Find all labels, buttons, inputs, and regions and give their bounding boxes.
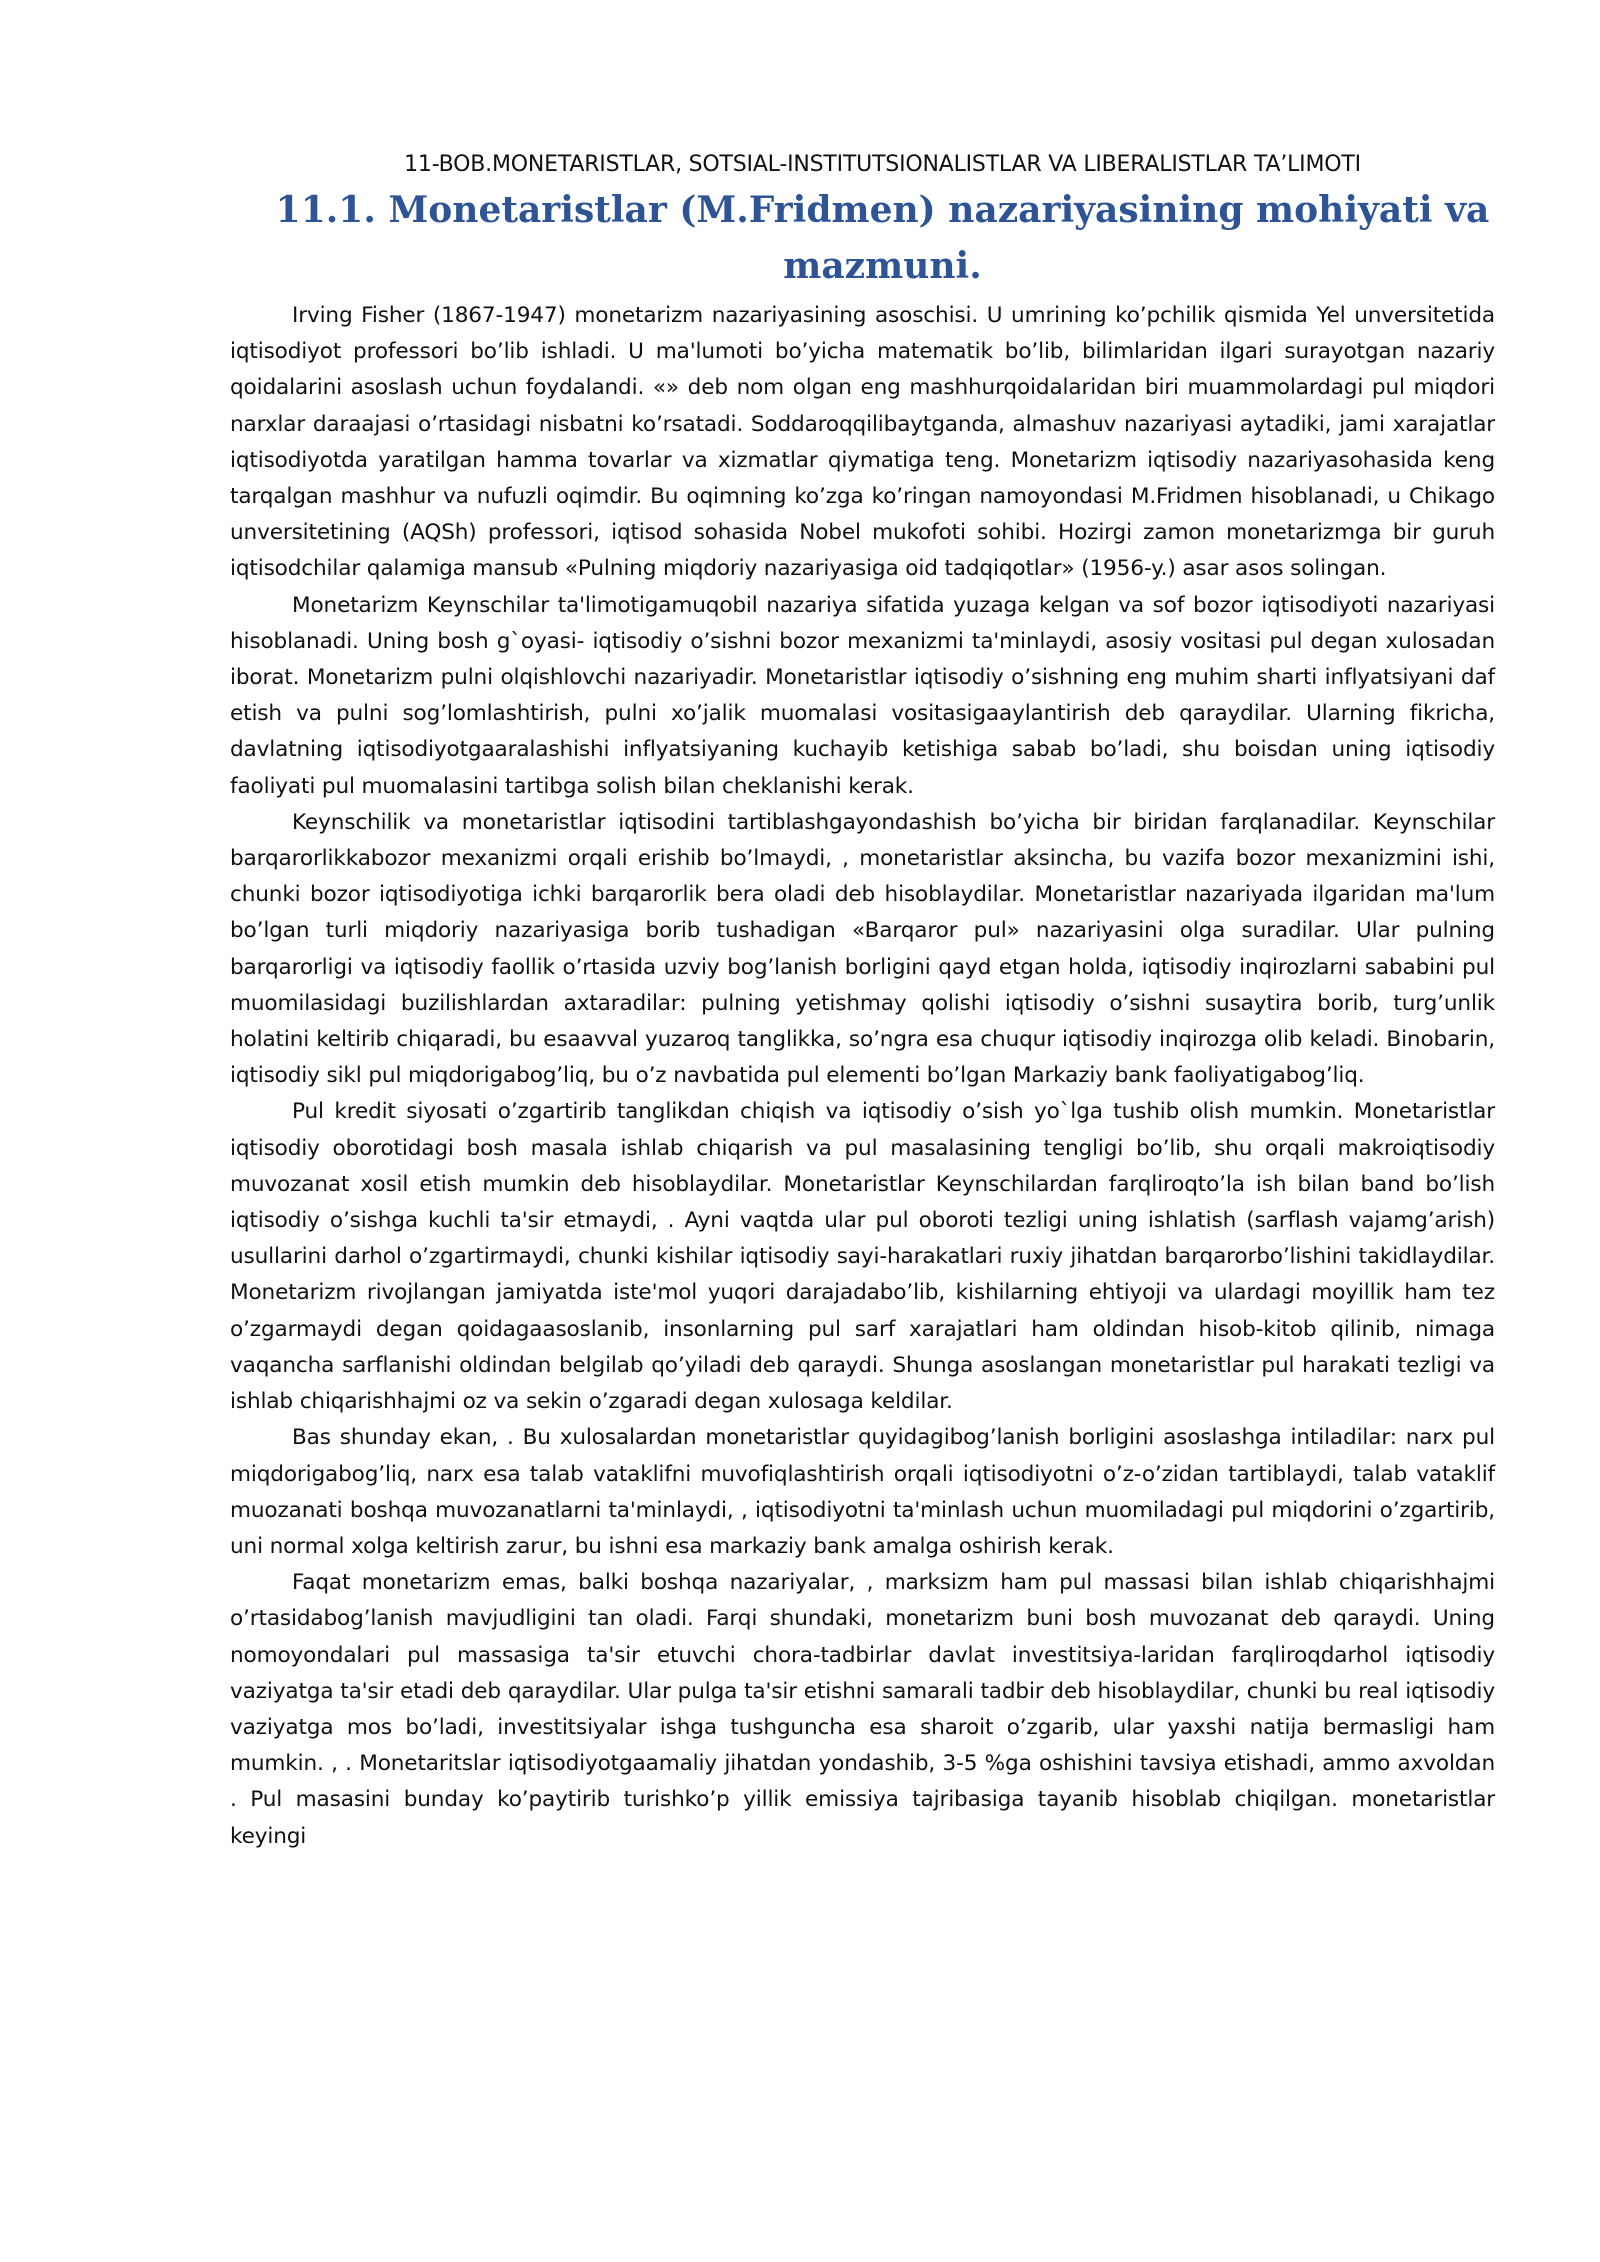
paragraph-6: Faqat monetarizm emas, balki boshqa nazariyalar, , marksizm ham pul massasi bilan ishlab chiqarishhajmi o’rtasidabog’lanish mavjudligini tan oladi. Farqi shundaki, monetarizm buni bosh muvozanat deb qaraydi. Uning nomoyondalari pul massasiga ta'sir etuvchi chora-tadbirlar davlat investitsiya-laridan farqliroqdarhol iqtisodiy vaziyatga ta'sir etadi deb qaraydilar. Ular pulga ta'sir etishni samarali tadbir deb hisoblaydilar, chunki bu real iqtisodiy vaziyatga mos bo’ladi, investitsiyalar ishga tushguncha esa sharoit o’zgarib, ular yaxshi natija bermasligi ham mumkin. , . Monetaritslar iqtisodiyotgaamaliy jihatdan yondashib, 3-5 %ga oshishini tavsiya etishadi, ammo axvoldan . Pul masasini bunday ko’paytirib turishko’p yillik emissiya tajribasiga tayanib hisoblab chiqilgan. monetaristlar keyingi [230, 1570, 1495, 1849]
paragraph-3: Keynschilik va monetaristlar iqtisodini tartiblashgayondashish bo’yicha bir biridan farqlanadilar. Keynschilar barqarorlikkabozor mexanizmi orqali erishib bo’lmaydi, , monetaristlar aksincha, bu vazifa bozor mexanizmini ishi, chunki bozor iqtisodiyotiga ichki barqarorlik bera oladi deb hisoblaydilar. Monetaristlar nazariyada ilgaridan ma'lum bo’lgan turli miqdoriy nazariyasiga borib tushadigan «Barqaror pul» nazariyasini olga suradilar. Ular pulning barqarorligi va iqtisodiy faollik o’rtasida uzviy bog’lanish borligini qayd etgan holda, iqtisodiy inqirozlarni sababini pul muomilasidagi buzilishlardan axtaradilar: pulning yetishmay qolishi iqtisodiy o’sishni susaytira borib, turg’unlik holatini keltirib chiqaradi, bu esaavval yuzaroq tanglikka, so’ngra esa chuqur iqtisodiy inqirozga olib keladi. Binobarin, iqtisodiy sikl pul miqdorigabog’liq, bu o’z navbatida pul elementi bo’lgan Markaziy bank faoliyatigabog’liq. [230, 809, 1495, 1089]
paragraph-4: Pul kredit siyosati o’zgartirib tanglikdan chiqish va iqtisodiy o’sish yo`lga tushib olish mumkin. Monetaristlar iqtisodiy oborotidagi bosh masala ishlab chiqarish va pul masalasining tengligi bo’lib, shu orqali makroiqtisodiy muvozanat xosil etish mumkin deb hisoblaydilar. Monetaristlar Keynschilardan farqliroqto’la ish bilan band bo’lish iqtisodiy o’sishga kuchli ta'sir etmaydi, . Ayni vaqtda ular pul oboroti tezligi uning ishlatish (sarflash vajamg’arish) usullarini darhol o’zgartirmaydi, chunki kishilar iqtisodiy sayi-harakatlari ruxiy jihatdan barqarorbo’lishini takidlaydilar. Monetarizm rivojlangan jamiyatda iste'mol yuqori darajadabo’lib, kishilarning ehtiyoji va ulardagi moyillik ham tez o’zgarmaydi degan qoidagaasoslanib, insonlarning pul sarf xarajatlari ham oldindan hisob-kitob qilinib, nimaga vaqancha sarflanishi oldindan belgilab qo’yiladi deb qaraydi. Shunga asoslangan monetaristlar pul harakati tezligi va ishlab chiqarishhajmi oz va sekin o’zgaradi degan xulosaga keldilar. [230, 1099, 1495, 1415]
paragraph-5: Bas shunday ekan, . Bu xulosalardan monetaristlar quyidagibog’lanish borligini asoslashga intiladilar: narx pul miqdorigabog’liq, narx esa talab vataklifni muvofiqlashtirish orqali iqtisodiyotni o’z-o’zidan tartiblaydi, talab vataklif muozanati boshqa muvozanatlarni ta'minlaydi, , iqtisodiyotni ta'minlash uchun muomiladagi pul miqdorini o’zgartirib, uni normal xolga keltirish zarur, bu ishni esa markaziy bank amalga oshirish kerak. [230, 1425, 1495, 1559]
paragraph-2: Monetarizm Keynschilar ta'limotigamuqobil nazariya sifatida yuzaga kelgan va sof bozor iqtisodiyoti nazariyasi hisoblanadi. Uning bosh g`oyasi- iqtisodiy o’sishni bozor mexanizmi ta'minlaydi, asosiy vositasi pul degan xulosadan iborat. Monetarizm pulni olqishlovchi nazariyadir. Monetaristlar iqtisodiy o’sishning eng muhim sharti inflyatsiyani daf etish va pulni sog’lomlashtirish, pulni xo’jalik muomalasi vositasigaaylantirish deb qaraydilar. Ularning fikricha, davlatning iqtisodiyotgaaralashishi inflyatsiyaning kuchayib ketishiga sabab bo’ladi, shu boisdan uning iqtisodiy faoliyati pul muomalasini tartibga solish bilan cheklanishi kerak. [230, 592, 1495, 799]
paragraph-1: Irving Fisher (1867-1947) monetarizm nazariyasining asoschisi. U umrining ko’pchilik qismida Yel unversitetida iqtisodiyot professori bo’lib ishladi. U ma'lumoti bo’yicha matematik bo’lib, bilimlaridan ilgari surayotgan nazariy qoidalarini asoslash uchun foydalandi. «» deb nom olgan eng mashhurqoidalaridan biri muammolardagi pul miqdori narxlar daraajasi o’rtasidagi nisbatni ko’rsatadi. Soddaroqqilibaytganda, almashuv nazariyasi aytadiki, jami xarajatlar iqtisodiyotda yaratilgan hamma tovarlar va xizmatlar qiymatiga teng. Monetarizm iqtisodiy nazariyasohasida keng tarqalgan mashhur va nufuzli oqimdir. Bu oqimning ko’zga ko’ringan namoyondasi M.Fridmen hisoblanadi, u Chikago unversitetining (AQSh) professori, iqtisod sohasida Nobel mukofoti sohibi. Hozirgi zamon monetarizmga bir guruh iqtisodchilar qalamiga mansub «Pulning miqdoriy nazariyasiga oid tadqiqotlar» (1956-y.) asar asos solingan. [230, 303, 1495, 582]
section-title: 11.1. Monetaristlar (M.Fridmen) nazariyasining mohiyati va mazmuni. [275, 189, 1490, 287]
document-page [230, 150, 1495, 1855]
chapter-heading: 11-BOB.MONETARISTLAR, SOTSIAL-INSTITUTSIONALISTLAR VA LIBERALISTLAR TA’LIMOTI [404, 152, 1361, 177]
